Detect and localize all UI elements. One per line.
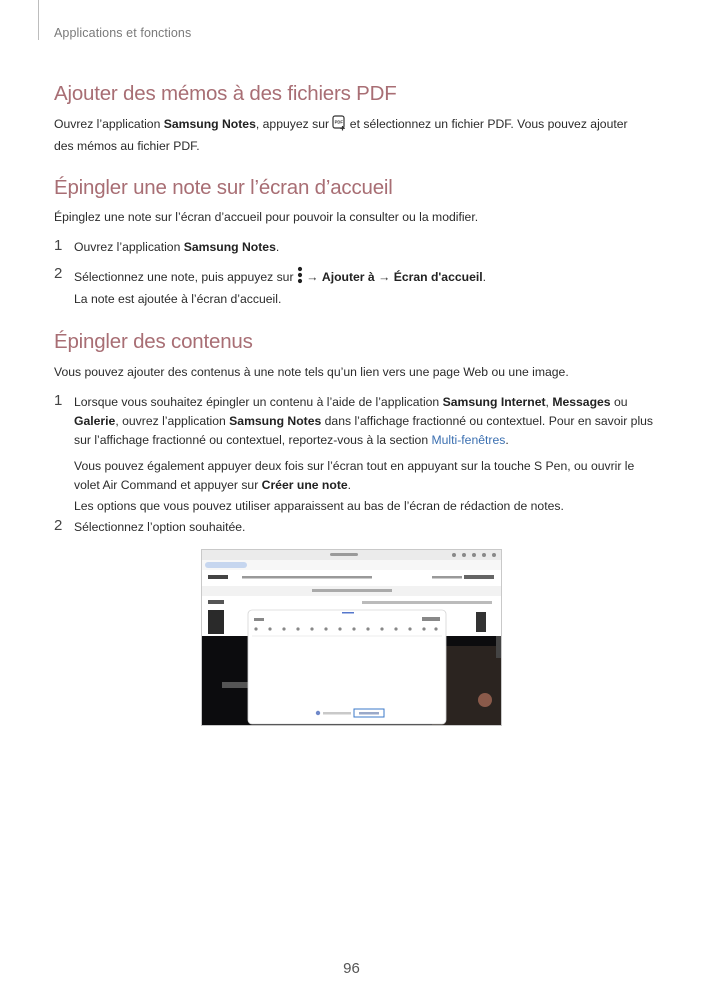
running-header: Applications et fonctions xyxy=(54,26,192,40)
step-paragraph: Lorsque vous souhaitez épingler un contenu à l’aide de l’application Samsung Internet, Messages ou Galerie, ouvrez l’application Samsung Notes dans l’affichage fractionné ou contextuel. Pour en savoir plus sur l’affichage fractionné ou contextuel, reportez-vous à la section Multi-fenêtres. xyxy=(74,395,654,447)
section-title-pin-home: Épingler une note sur l’écran d’accueil xyxy=(54,176,393,199)
svg-text:PDF: PDF xyxy=(335,119,344,125)
menu-option-create-note: Créer une note xyxy=(261,478,348,492)
step-result-text: La note est ajoutée à l’écran d’accueil. xyxy=(74,292,282,306)
step-number: 2 xyxy=(54,265,63,282)
multi-window-link[interactable]: Multi-fenêtres xyxy=(431,433,506,447)
app-name-samsung-notes: Samsung Notes xyxy=(229,414,322,428)
app-name-samsung-notes: Samsung Notes xyxy=(183,240,276,254)
app-name-galerie: Galerie xyxy=(74,414,116,428)
tablet-screenshot-image xyxy=(201,549,502,726)
tablet-screenshot-drawing xyxy=(202,550,502,726)
pdf-add-icon xyxy=(332,115,346,137)
step-item: 1 Ouvrez l’application Samsung Notes. xyxy=(54,237,280,254)
section-title-pdf-memos: Ajouter des mémos à des fichiers PDF xyxy=(54,82,397,105)
page-number: 96 xyxy=(343,960,360,977)
app-name-samsung-notes: Samsung Notes xyxy=(163,117,256,131)
section-title-pin-content: Épingler des contenus xyxy=(54,330,253,353)
step-number: 1 xyxy=(54,237,63,254)
app-name-messages: Messages xyxy=(552,395,611,409)
step-item: 2 Sélectionnez une note, puis appuyez sur → Ajouter à → Écran d'accueil. La note est ajoutée à l’écran d’accueil. xyxy=(54,265,487,306)
menu-option-add-to: Ajouter à xyxy=(321,270,375,284)
step-item: 2 Sélectionnez l’option souhaitée. xyxy=(54,517,246,534)
step-paragraph: Vous pouvez également appuyer deux fois sur l’écran tout en appuyant sur la touche S Pen, ou ouvrir le volet Air Command et appuyer sur Créer une note. xyxy=(74,459,635,492)
app-name-samsung-internet: Samsung Internet xyxy=(442,395,546,409)
section-pin-content-intro: Vous pouvez ajouter des contenus à une note tels qu’un lien vers une page Web ou une image. xyxy=(54,365,569,379)
section-pin-intro: Épinglez une note sur l’écran d’accueil pour pouvoir la consulter ou la modifier. xyxy=(54,210,479,224)
section-pdf-paragraph: Ouvrez l’application Samsung Notes, appuyez sur PDF et sélectionnez un fichier PDF. Vous pouvez ajouter des mémos au fichier PDF. xyxy=(54,117,628,153)
menu-option-home-screen: Écran d'accueil xyxy=(393,270,483,284)
step-item xyxy=(54,393,654,516)
margin-rule xyxy=(38,0,39,40)
step-paragraph: Les options que vous pouvez utiliser apparaissent au bas de l’écran de rédaction de notes. xyxy=(74,499,564,513)
step-number: 2 xyxy=(54,517,63,534)
step-number: 1 xyxy=(54,392,63,409)
